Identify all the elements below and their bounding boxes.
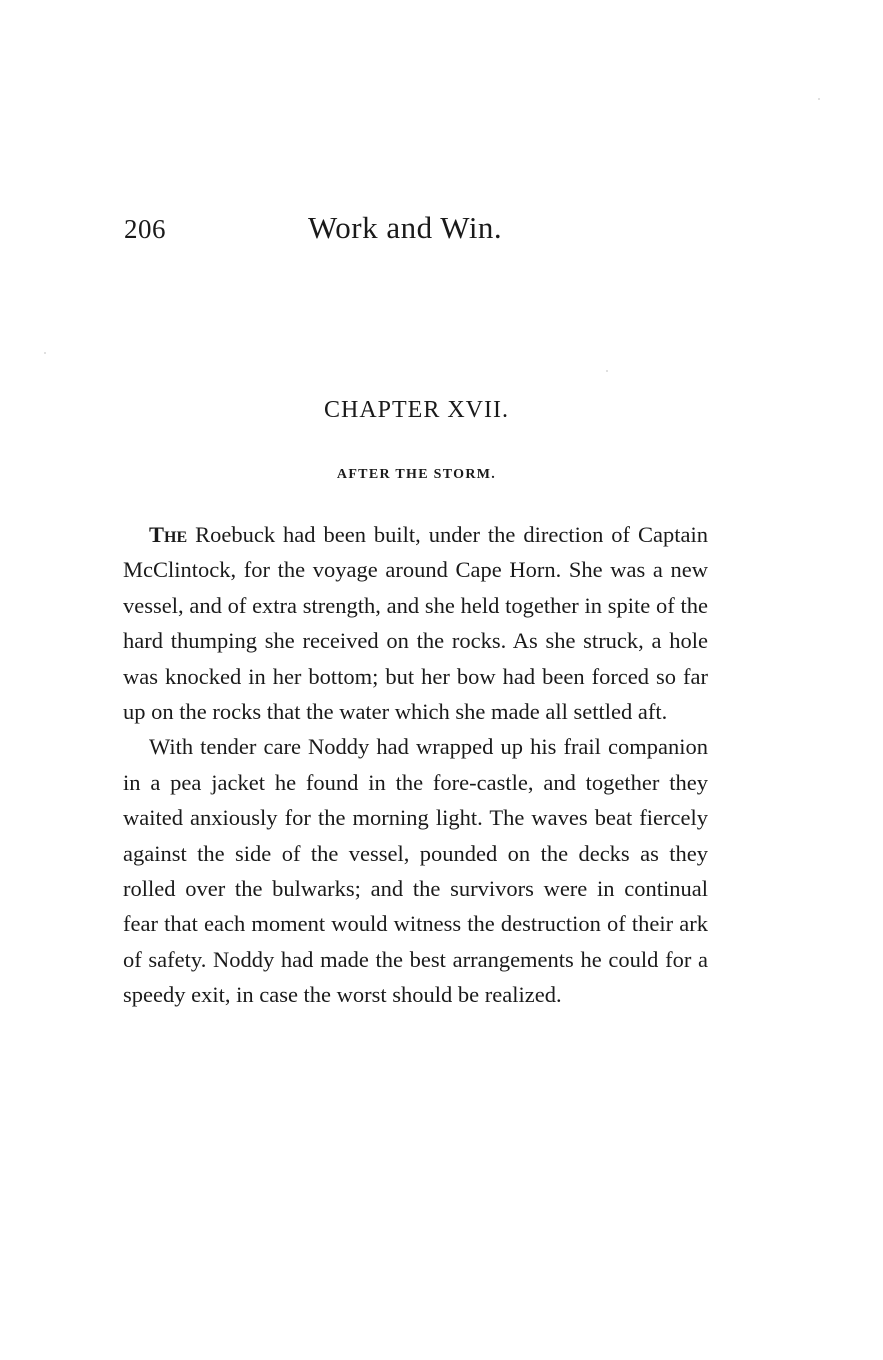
page-number: 206 (124, 214, 166, 244)
chapter-number: CHAPTER XVII. (324, 397, 509, 423)
chapter-title: AFTER THE STORM. (336, 467, 497, 482)
paragraph-1-text: Roebuck had been built, under the direction of Captain McClintock, for the voyage around Cape Horn. She was a new vessel, and of extra strength, and she held together in spite of the hard thumping she received on the rocks. As she struck, a hole was knocked in her bottom; but her bow had been forced so far up on the rocks that the water which she made all settled aft. (123, 522, 708, 725)
paragraph-2-text: With tender care Noddy had wrapped up his frail companion in a pea jacket he found in the fore-castle, and together they waited anxiously for the morning light. The waves beat fiercely against the side of the vessel, pounded on the decks as they rolled over the bulwarks; and the survivors were in continual fear that each moment would witness the destruction of their ark of safety. Noddy had made the best arrangements he could for a speedy exit, in case the worst should be realized. (123, 734, 708, 1008)
chapter-body (123, 517, 708, 1013)
paper-speck (44, 352, 46, 354)
book-title: Work and Win. (308, 210, 503, 245)
running-head (124, 210, 724, 250)
paragraph-1 (123, 517, 708, 729)
paragraph-1-first-word: The (149, 522, 188, 547)
paper-speck (818, 98, 820, 100)
paper-speck (606, 370, 608, 372)
paragraph-2 (123, 729, 708, 1012)
